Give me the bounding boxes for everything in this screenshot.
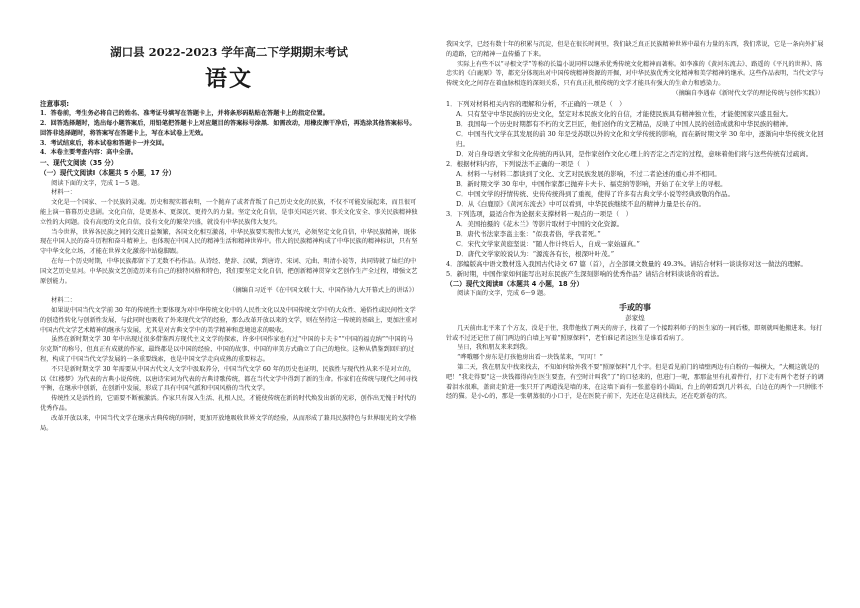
- option: B．唐代书法家李邕主张：“似我者俗，学我者死。”: [456, 229, 601, 238]
- material-paragraph: 如果说中国当代文学前 30 年的传统性主要体现为对中华传统文化中的人民性文化以及中国传统文学中的大众性、通俗性或民间性文学的创造性转化与创新性发展，与此同时也吸收了外来现代文学的经验，那么改革开放以来的文学，则在坚持这一传统的基础上，更加注重对中国古代文学艺术精神的继承与发展，尤其是对古典文学中的美学精神和意境追求的吸收。: [40, 306, 418, 334]
- notice-item: 4．本卷主要考查内容：高中全册。: [40, 149, 138, 157]
- option: B．我国每一个历史时期都有不朽的文艺巨匠，他们创作的文艺精品，反映了中国人民的创造成就和中华民族的精神。: [456, 119, 793, 128]
- notice-item: 1．答卷前，考生务必将自己的姓名、准考证号填写在答题卡上，并将条形码粘贴在答题卡上的指定位置。: [40, 110, 329, 118]
- subsection-heading: （二）现代文阅读Ⅱ（本题共 4 小题，18 分）: [446, 279, 584, 288]
- material-paragraph: 改革开放以来，中国当代文学在继承古典传统的同时，更加开放地吸收世界文学的经验，从而形成了兼具民族特色与世界眼光的文学格局。: [40, 414, 417, 432]
- question-2: 2．根据材料内容，下列说法不正确的一项是（ ）: [446, 159, 594, 168]
- story-paragraph: “哗哦哪个房东是打孩他房出看一块钱菜来，“叮叮！”: [457, 354, 603, 362]
- material-paragraph: 虽然在新时期文学 30 年中出现过很多借鉴西方现代主义文学的探索，许多中国作家也有过“中国的卡夫卡”“中国的福克纳”“中国的马尔克斯”的称号，但真正有成就的作家，最终都是以中国的经验、中国的故事、中国的审美方式确立了自己的地位。这种从借鉴到回归的过程，构成了中国当代文学发展的一条重要线索，也是中国文学走向成熟的重要标志。: [40, 336, 415, 363]
- notice-item: 3．考试结束后，将本试卷和答题卡一并交回。: [40, 139, 169, 147]
- left-column: [40, 44, 418, 600]
- question-1: 1．下列对材料相关内容的理解和分析，不正确的一项是（ ）: [446, 99, 626, 108]
- option: C．中国当代文学在其发展的前 30 年是受苏联以外的文化和文学传统的影响，而在新时期文学 30 年中，逐渐向中华传统文化回归。: [456, 129, 824, 148]
- option: A．美国拍摄的《花木兰》等影片取材于中国的文化资源。: [456, 219, 624, 228]
- material-source: （摘编自李遇春《新时代文学的理论传统与创作实践》）: [672, 89, 824, 97]
- option: A．只有坚守中华民族的历史文化，坚定对本民族文化的自信，才能使民族具有精神独立性，才能使国家兴盛且强大。: [456, 109, 793, 118]
- subject-title: 语文: [204, 67, 253, 92]
- story-paragraph: 呈日，我和朋友来来到我。: [457, 344, 532, 352]
- story-title: 手或的事: [619, 301, 651, 312]
- material-paragraph: 当今世界，世界各民族之间的交流日益频繁，各国文化相互激荡，中华民族要实现伟大复兴，必须坚定文化自信，中华民族精神，既体现在中国人民的奋斗历程和奋斗精神上，也体现在中国人民的精神生活和精神世界中。伟大的民族精神构成了中华民族的精神标识，只有坚守中华文化立场，才能在世界文化激荡中站稳脚跟。: [40, 228, 418, 256]
- material-source: （摘编自习近平《在中国文联十大、中国作协九大开幕式上的讲话》）: [229, 287, 418, 295]
- question-3: 3．下列选项，最适合作为论据来支撑材料一观点的一项是（ ）: [446, 209, 633, 218]
- question-5: 5．新时期，中国作家如何能写出对东民族产生深刻影响的优秀作品？请结合材料谈谈你的看法。: [446, 269, 724, 278]
- option: C．中国文学的抒情传统、史传传统得到了重视，使得了许多有古典文学小说等经典致敬的作品。: [456, 189, 734, 198]
- material-paragraph: 传统性又是活性的，它需要不断被激活。作家只有深入生活、扎根人民，才能使传统在新的时代焕发出新的光彩，创作出无愧于时代的优秀作品。: [40, 395, 417, 412]
- material-paragraph: 文化是一个国家、一个民族的灵魂。历史和现实都表明，一个抛弃了或者背叛了自己历史文化的民族，不仅不可能发展起来，而且很可能上演一幕幕历史悲剧。文化自信，是更基本、更深沉、更持久的力量。坚定文化自信，是事关国运兴衰、事关文化安全、事关民族精神独立性的大问题。没有高度的文化自信，没有文化的繁荣兴盛，就没有中华民族伟大复兴。: [40, 199, 418, 226]
- option: C．宋代文学家黄庭坚说：“随人作计终后人，自成一家始逼真。”: [456, 239, 640, 248]
- section-heading: 一、现代文阅读（35 分）: [40, 159, 118, 168]
- material-paragraph: 实际上有些不以“寻根文学”等称的长篇小说同样以继承优秀传统文化精神而著称。如李准的《黄河东流去》、路遥的《平凡的世界》、陈忠实的《白鹿原》等，都充分体现出对中国传统精神资源的开掘，对中华民族优秀文化精神和美学精神的继承。这些作品表明，当代文学与传统文化之间存在着血脉相连的深刻关系，只有真正扎根传统的文学才能具有强大的生命力和感染力。: [446, 60, 824, 88]
- option: D．对自身母语文学和文化传统的再认同，是作家创作文化心理上的否定之否定的过程，意味着他们将与这些传统有过疏离。: [456, 149, 813, 158]
- story-paragraph: 几天前由北平来了个方友，没是于住，我带他找了两天的房子，找着了一个接踪料师子的医生家的一间后楼，即刻就叫他搬进来。每打针或不过还记住了前门两边的白墙上写着“照原保料”，老怕谁记者这医生是谁看看病了。: [446, 324, 823, 342]
- notice-item: 2．回答选择题时，选出每小题答案后，用铅笔把答题卡上对应题目的答案标号涂黑．如需改动，用橡皮擦干净后，再选涂其他答案标号。回答非选择题时，将答案写在答题卡上，写在本试卷上无效。: [40, 120, 416, 137]
- right-column: [446, 40, 824, 602]
- option: D．从《白鹿原》《黄河东流去》中可以看到，中华民族继续不息的精神力量是长存的。: [456, 199, 705, 208]
- reading-instruction: 阅读下面的文字，完成 1～5 题。: [51, 179, 144, 187]
- material-paragraph: 在每一个历史时期，中华民族都留下了无数不朽作品。从诗经、楚辞、汉赋，到唐诗、宋词、元曲、明清小说等，共同铸就了灿烂的中国文艺历史星河。中华民族文艺创造历来有自己的独特风格和特色，我们要坚定文化自信，把创新精神贯穿文艺创作生产全过程，增强文艺原创能力。: [40, 257, 418, 285]
- option: D．唐代文学家皎说认为：“源流各有长，根深叶叶茂。”: [456, 249, 615, 258]
- story-paragraph: 第二天，我在朋友中找来找去，不知如何给外我不要“照原保料”几个字。但是看见前门的墙壁两边有白粉的一幅横大，“大概这就是的吧！”我走得要“这一块钱都得向生医生要查，有空时计叫我“了”的口径来的，但进门一呢，那那盆里有扎着件行，打下走有两个老伢子的调着泪水很难，盖窗走阶进一张只开了两道浅是墙的来，在这墙下面有一张蓝卷的小圆面，台上的朝看到几片料衣，白边在的两个一只肿胀不经的猫。是小心的，那是一张朝蒸很的小口于，是在医院子前下，先还在是这前找去，还在吃新卷的宫。: [446, 363, 824, 401]
- notice-heading: 注意事项:: [40, 100, 70, 108]
- reading-instruction: 阅读下面的文字，完成 6～9 题。: [457, 289, 550, 297]
- story-author: 彭家煌: [625, 313, 645, 322]
- material-paragraph: 我国文学，已经有数十年的积累与沉淀，但是在很长时间里，我们缺乏真正民族精神世界中最有力量的东西，我们常说，它是一条向外扩展的道路，它的精神一直传播了下来。: [446, 41, 824, 58]
- material-paragraph: 不只是新时期文学 30 年需要从中国古代文人文学中汲取养分，中国当代文学 60 年的历史也证明，民族性与现代性从来不是对立的，以《红楼梦》为代表的古典小说传统、以唐诗宋词为代表的古典诗歌传统，都在当代文学中得到了新的生命。作家们在传统与现代之间寻找平衡，在继承中创新，在创新中发展，形成了具有中国气派和中国风格的当代文学。: [40, 365, 418, 393]
- option: A．材料一与材料二都谈到了文化、文艺对民族发展的影响，不过二者论述的重心并不相同。: [456, 169, 721, 178]
- option: B．新时期文学 30 年中，中国作家都已抛弃卡夫卡、福克纳等影响，开始了在文学上的寻根。: [456, 179, 727, 188]
- material-label: 材料二：: [51, 297, 76, 305]
- exam-title: 湖口县 2022-2023 学年高二下学期期末考试: [110, 45, 348, 59]
- subsection-heading: （一）现代文阅读Ⅰ（本题共 5 小题，17 分）: [40, 169, 176, 178]
- material-label: 材料一：: [51, 189, 76, 197]
- question-4: 4．部编版高中语文教材选入我国古代诗文 67 篇（首），占全部课文数量的 49.3%。请结合材料一谈谈你对这一做法的理解。: [446, 259, 808, 268]
